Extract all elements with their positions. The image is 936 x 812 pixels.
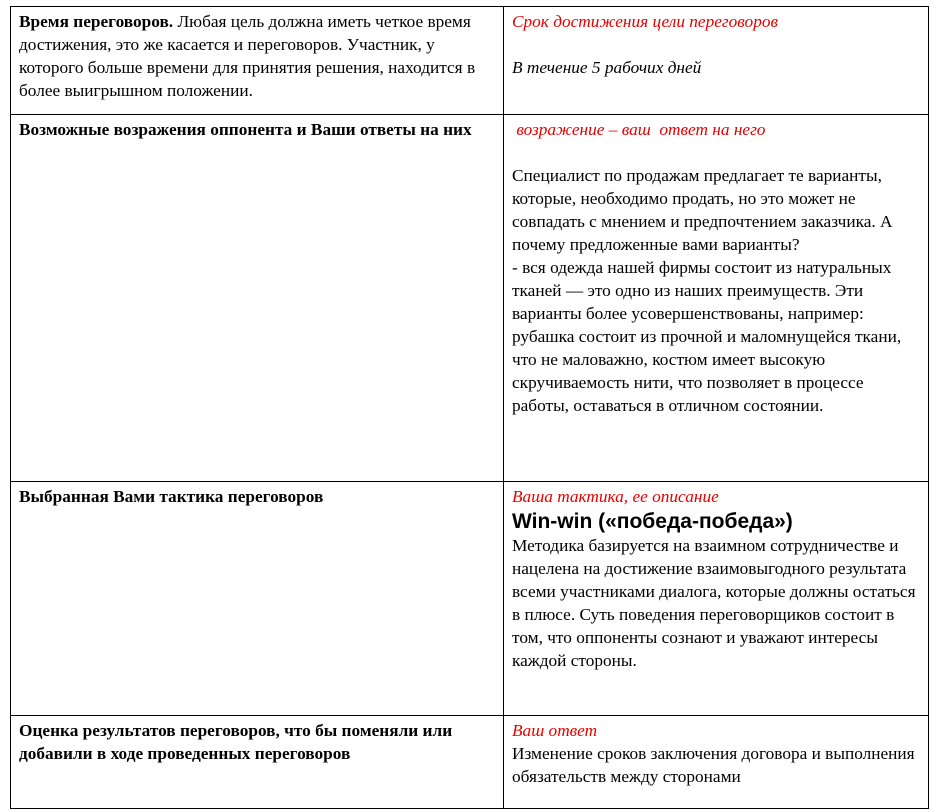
tactics-heading: Win-win («победа-победа») [512, 510, 793, 533]
negotiation-table [10, 6, 929, 809]
cell-objections-label [11, 115, 504, 482]
objections-question: Специалист по продажам предлагает те варианты, которые, необходимо продать, но это может не совпадать с мнением и предпочтением заказчика. А почему предложенные вами варианты? [512, 166, 893, 254]
cell-evaluation-answer [504, 716, 929, 809]
cell-evaluation-label [11, 716, 504, 809]
cell-tactics-answer [504, 482, 929, 716]
tactics-prompt: Ваша тактика, ее описание [512, 487, 719, 506]
objections-reply: - вся одежда нашей фирмы состоит из натуральных тканей — это одно из наших преимуществ. Эти варианты более усовершенствованы, например: рубашка состоит из прочной и маломнущейся ткани, что не маловажно, костюм имеет высокую скручиваемость нити, что позволяет в процессе работы, оставаться в отличном состоянии. [512, 258, 902, 415]
objections-label: Возможные возражения оппонента и Ваши ответы на них [19, 120, 472, 139]
time-label-text: Любая цель должна иметь четкое время достижения, это же касается и переговоров. Участник, у которого больше времени для принятия решения, находится в более выигрышном положении. [19, 12, 476, 100]
time-answer: В течение 5 рабочих дней [512, 58, 702, 77]
cell-tactics-label [11, 482, 504, 716]
table-row-tactics [11, 482, 929, 716]
evaluation-answer: Изменение сроков заключения договора и выполнения обязательств между сторонами [512, 744, 915, 786]
table-row-time [11, 7, 929, 115]
table-row-objections [11, 115, 929, 482]
cell-objections-answer [504, 115, 929, 482]
objections-prompt: возражение – ваш ответ на него [512, 120, 766, 139]
cell-time-label [11, 7, 504, 115]
evaluation-prompt: Ваш ответ [512, 721, 598, 740]
tactics-description: Методика базируется на взаимном сотрудничестве и нацелена на достижение взаимовыгодного результата всеми участниками диалога, которые должны остаться в плюсе. Суть поведения переговорщиков состоит в том, что оппоненты сознают и уважают интересы каждой стороны. [512, 536, 916, 670]
cell-time-answer [504, 7, 929, 115]
time-label-title: Время переговоров. [19, 12, 174, 31]
tactics-label: Выбранная Вами тактика переговоров [19, 487, 324, 506]
time-prompt: Срок достижения цели переговоров [512, 12, 778, 31]
evaluation-label: Оценка результатов переговоров, что бы поменяли или добавили в ходе проведенных переговоров [19, 721, 453, 763]
table-row-evaluation [11, 716, 929, 809]
